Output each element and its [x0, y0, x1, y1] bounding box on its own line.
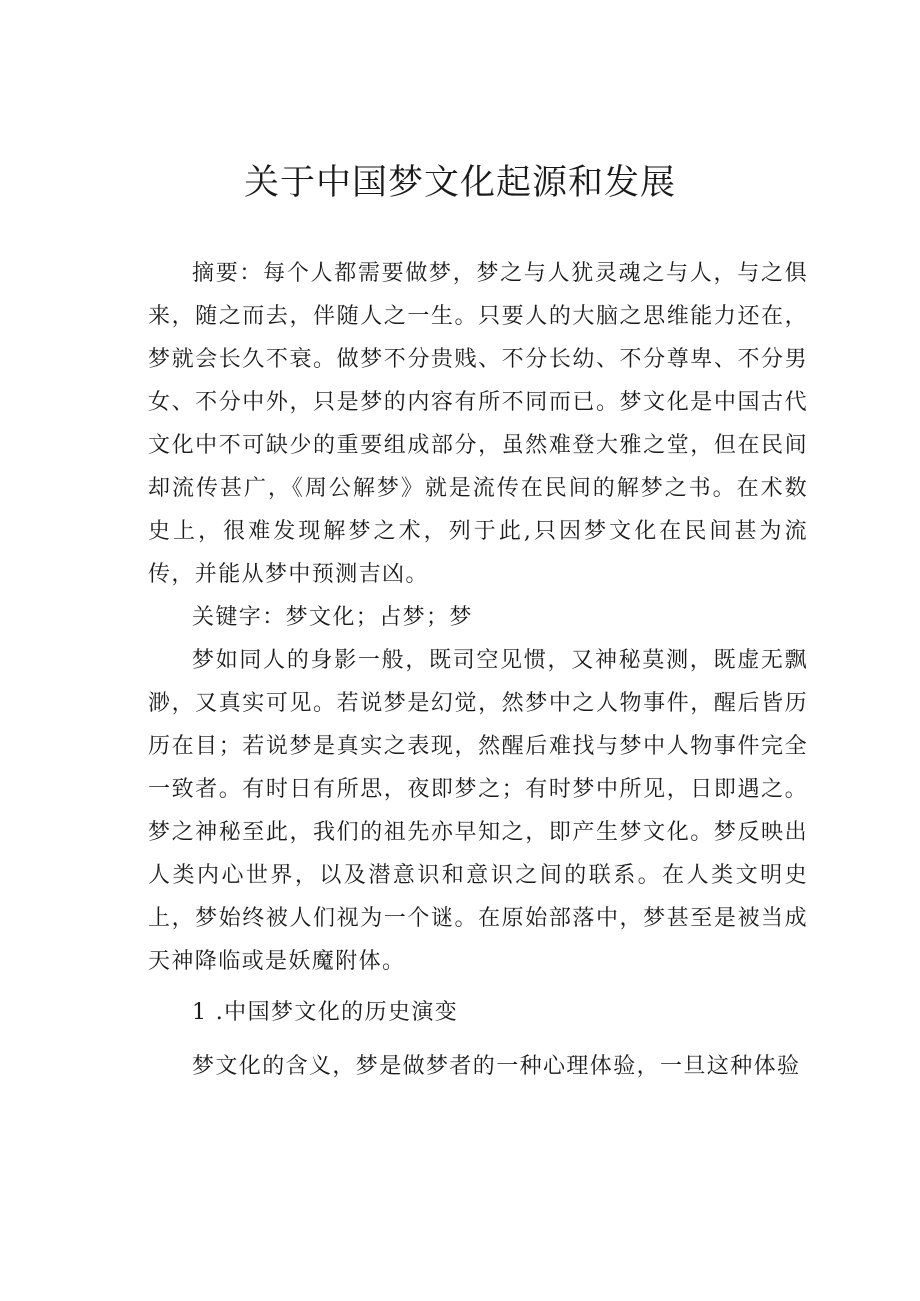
abstract-paragraph: 摘要：每个人都需要做梦，梦之与人犹灵魂之与人，与之俱来，随之而去，伴随人之一生。只要人的大脑之思维能力还在，梦就会长久不衰。做梦不分贵贱、不分长幼、不分尊卑、不分男女、不分中外，只是梦的内容有所不同而已。梦文化是中国古代文化中不可缺少的重要组成部分，虽然难登大雅之堂，但在民间却流传甚广，《周公解梦》就是流传在民间的解梦之书。在术数史上，很难发现解梦之术，列于此,只因梦文化在民间甚为流传，并能从梦中预测吉凶。 — [148, 261, 808, 587]
keywords-line: 关键字：梦文化；占梦；梦 — [192, 605, 473, 630]
document-body — [148, 252, 808, 1088]
section-heading: 1 .中国梦文化的历史演变 — [192, 1000, 459, 1025]
document-title: 关于中国梦文化起源和发展 — [243, 163, 676, 203]
intro-paragraph: 梦如同人的身影一般，既司空见惯，又神秘莫测，既虚无飘渺，又真实可见。若说梦是幻觉，然梦中之人物事件，醒后皆历历在目；若说梦是真实之表现，然醒后难找与梦中人物事件完全一致者。有时日有所思，夜即梦之；有时梦中所见，日即遇之。梦之神秘至此，我们的祖先亦早知之，即产生梦文化。梦反映出人类内心世界，以及潜意识和意识之间的联系。在人类文明史上，梦始终被人们视为一个谜。在原始部落中，梦甚至是被当成天神降临或是妖魔附体。 — [148, 648, 808, 974]
section-paragraph: 梦文化的含义，梦是做梦者的一种心理体验，一旦这种体验 — [192, 1054, 801, 1079]
